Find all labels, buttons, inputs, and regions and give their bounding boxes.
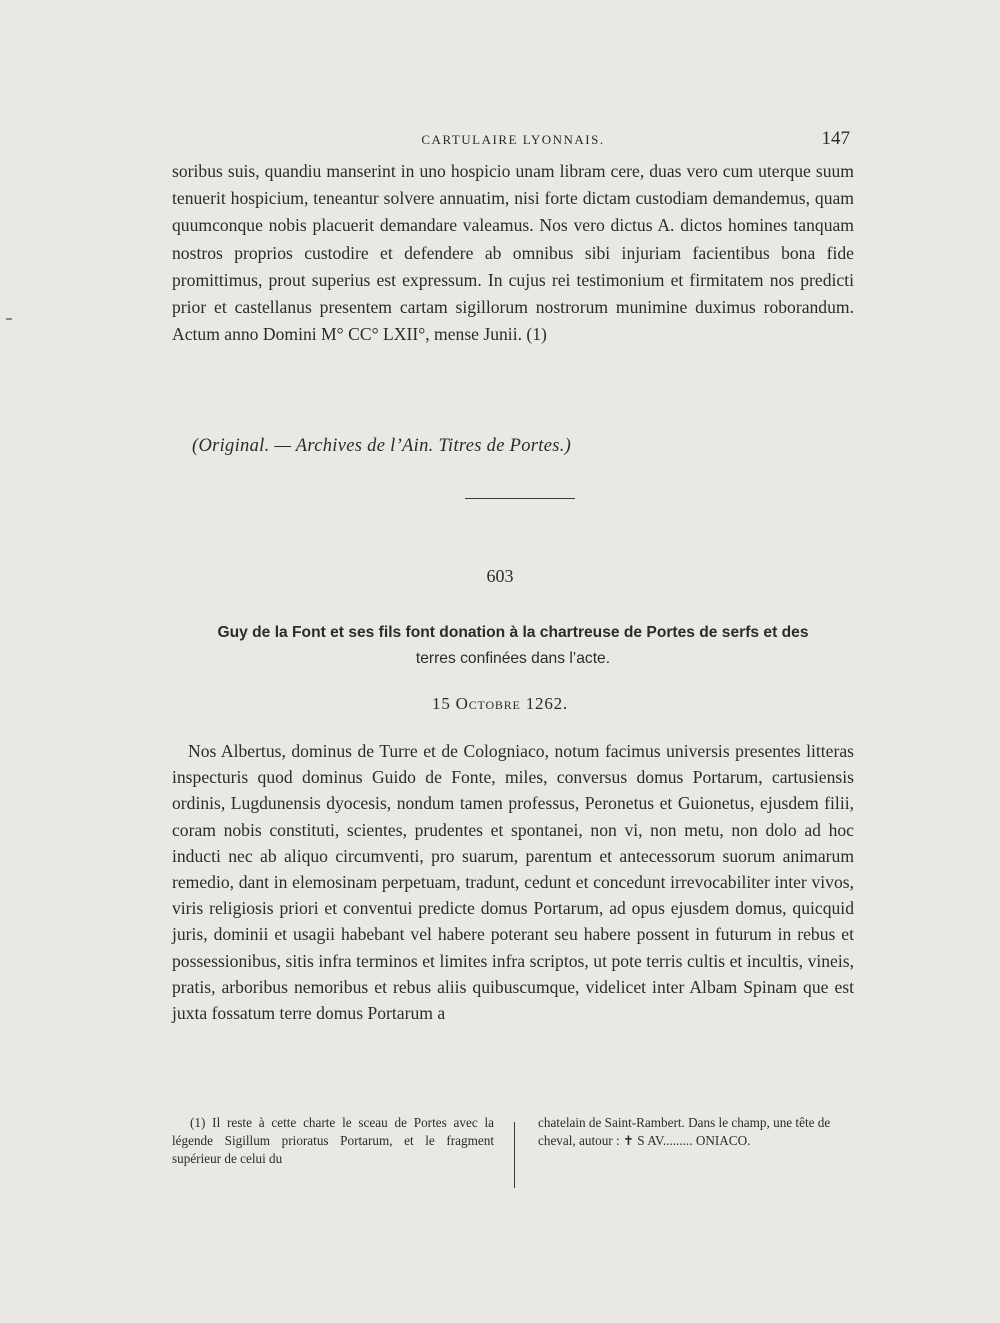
running-head [172,130,854,152]
running-title: CARTULAIRE LYONNAIS. [421,132,605,147]
footnote-right-text: chatelain de Saint-Rambert. Dans le champ, une tête de cheval, autour : ✝ S AV......... ONIACO. [538,1115,831,1148]
charter-summary-line-2: terres confinées dans l’acte. [415,650,611,667]
continuation-text: soribus suis, quandiu manserint in uno hospicio unam libram cere, duas vero cum uterque suum tenuerit hospicium, teneantur solvere annuatim, nisi forte dictam custodiam demandemus, quam quumconque nobis placuerit demandare valeamus. Nos vero dictus A. dictos homines tanquam nostros proprios custodire et defendere ab omnibus sibi injuriam facientibus bona fide promittimus, prout superius est expressum. In cujus rei testimonium et firmitatem nos predicti prior et castellanus presentem cartam sigillorum nostrorum munimine duximus roborandum. Actum anno Domini M° CC° LXII°, mense Junii. (1) [172,161,854,345]
footnote-right-column [538,1114,862,1150]
source-note: (Original. — Archives de l’Ain. Titres de Portes.) [192,436,572,456]
margin-mark [6,318,12,320]
footnote-left-column [172,1114,494,1168]
continuation-paragraph [172,158,854,348]
footnote-left-text: (1) Il reste à cette charte le sceau de Portes avec la légende Sigillum prioratus Portarum, et le fragment supérieur de celui du [172,1115,494,1166]
charter-summary-line-1: Guy de la Font et ses fils font donation à la chartreuse de Portes de serfs et des [217,624,809,641]
footnote-column-divider [514,1122,515,1188]
page-number: 147 [821,128,850,149]
charter-summary [172,620,854,672]
charter-number: 603 [486,566,514,586]
charter-body [172,738,854,1026]
section-divider [465,498,575,499]
charter-text: Nos Albertus, dominus de Turre et de Cologniaco, notum facimus universis presentes litteras inspecturis quod dominus Guido de Fonte, miles, conversus domus Portarum, cartusiensis ordinis, Lugdunensis dyocesis, nondum tamen professus, Peronetus et Guionetus, ejusdem filii, coram nobis constituti, scientes, prudentes et spontanei, non vi, non metu, non dolo ad hoc inducti nec ab aliquo circumventi, pro suarum, parentum et antecessorum suorum animarum remedio, dant in elemosinam perpetuam, tradunt, cedunt et concedunt irrevocabiliter inter vivos, viris religiosis priori et conventui predicte domus Portarum, ad opus ejusdem domus, quicquid juris, dominii et usagii habebant vel habere poterant seu habere possent in futurum in rebus et possessionibus, sitis infra terminos et limites infra scriptos, ut pote terris cultis et incultis, vineis, pratis, arboribus nemoribus et rebus aliis quibuscumque, videlicet inter Albam Spinam que est juxta fossatum terre domus Portarum a [172,741,854,1024]
charter-date: 15 Octobre 1262. [432,694,568,713]
